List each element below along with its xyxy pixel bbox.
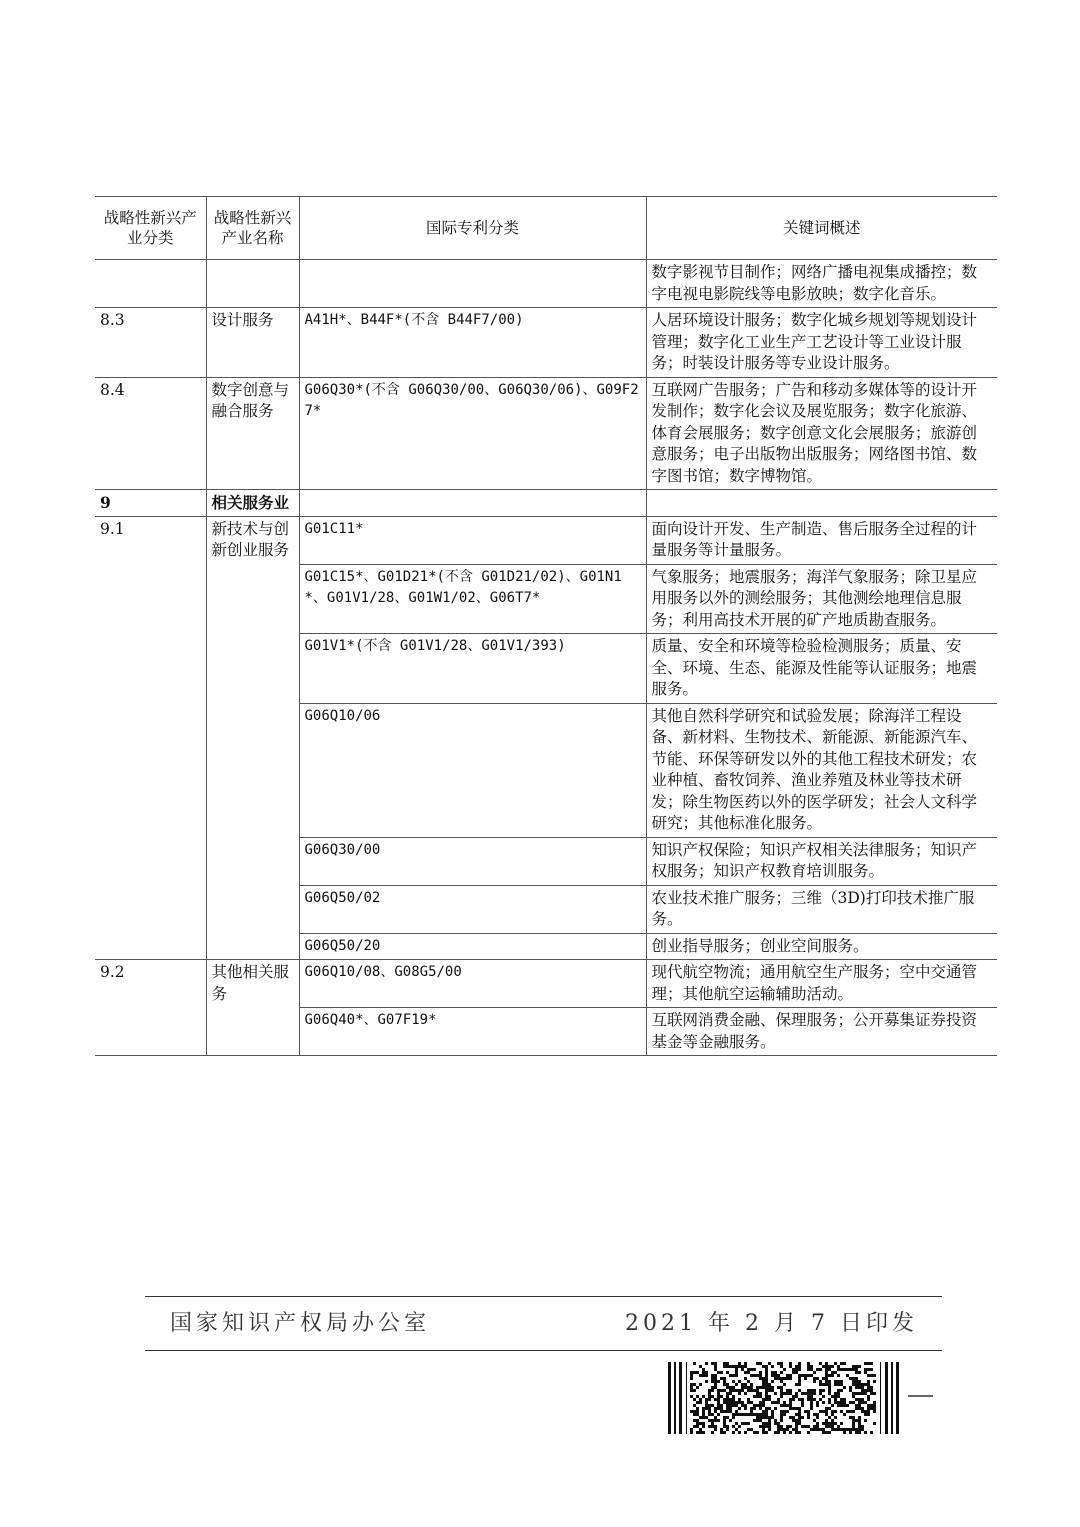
- table-row: [95, 308, 997, 378]
- ipc-classification-table: [95, 196, 997, 1056]
- cell-ipc: G06Q30/00: [299, 837, 646, 885]
- header-keywords: 关键词概述: [646, 197, 997, 260]
- cell-name: 设计服务: [206, 308, 299, 378]
- cell-name: 其他相关服务: [206, 960, 299, 1056]
- header-category: 战略性新兴产业分类: [95, 197, 206, 260]
- cell-name: 数字创意与融合服务: [206, 377, 299, 490]
- cell-keywords: 互联网消费金融、保理服务；公开募集证券投资基金等金融服务。: [646, 1008, 997, 1056]
- table-row: [95, 516, 997, 564]
- cell-keywords: 气象服务；地震服务；海洋气象服务；除卫星应用服务以外的测绘服务；其他测绘地理信息服务；利用高技术开展的矿产地质勘查服务。: [646, 564, 997, 634]
- cell-ipc: G01C11*: [299, 516, 646, 564]
- table-row: [95, 377, 997, 490]
- footer-office: 国家知识产权局办公室: [170, 1311, 431, 1336]
- cell-name: [206, 260, 299, 308]
- cell-keywords: 农业技术推广服务；三维（3D)打印技术推广服务。: [646, 885, 997, 933]
- cell-code: 8.3: [95, 308, 206, 378]
- cell-ipc: G01C15*、G01D21*(不含 G01D21/02)、G01N1*、G01V1/28、G01W1/02、G06T7*: [299, 564, 646, 634]
- cell-keywords: 创业指导服务；创业空间服务。: [646, 933, 997, 960]
- cell-ipc: G06Q10/08、G08G5/00: [299, 960, 646, 1008]
- footer-top-rule: [145, 1296, 942, 1297]
- cell-keywords: 质量、安全和环境等检验检测服务；质量、安全、环境、生态、能源及性能等认证服务；地震服务。: [646, 634, 997, 704]
- cell-ipc: G01V1*(不含 G01V1/28、G01V1/393): [299, 634, 646, 704]
- cell-ipc: [299, 490, 646, 517]
- table-row: [95, 960, 997, 1008]
- table-row: [95, 490, 997, 517]
- cell-ipc: G06Q10/06: [299, 703, 646, 837]
- cell-keywords: 人居环境设计服务；数字化城乡规划等规划设计管理；数字化工业生产工艺设计等工业设计服务；时装设计服务等专业设计服务。: [646, 308, 997, 378]
- footer-bottom-rule: [145, 1350, 942, 1351]
- cell-code: 9.1: [95, 516, 206, 960]
- cell-ipc: A41H*、B44F*(不含 B44F7/00): [299, 308, 646, 378]
- table-row: [95, 260, 997, 308]
- cell-keywords: 数字影视节目制作；网络广播电视集成播控；数字电视电影院线等电影放映；数字化音乐。: [646, 260, 997, 308]
- header-ipc: 国际专利分类: [299, 197, 646, 260]
- cell-keywords: [646, 490, 997, 517]
- header-industry-name: 战略性新兴产业名称: [206, 197, 299, 260]
- cell-ipc: [299, 260, 646, 308]
- table-header-row: [95, 197, 997, 260]
- cell-keywords: 现代航空物流；通用航空生产服务；空中交通管理；其他航空运输辅助活动。: [646, 960, 997, 1008]
- cell-ipc: G06Q50/02: [299, 885, 646, 933]
- cell-code: 9: [95, 490, 206, 517]
- cell-code: 9.2: [95, 960, 206, 1056]
- cell-name: 相关服务业: [206, 490, 299, 517]
- cell-ipc: G06Q40*、G07F19*: [299, 1008, 646, 1056]
- cell-keywords: 其他自然科学研究和试验发展；除海洋工程设备、新材料、生物技术、新能源、新能源汽车、节能、环保等研发以外的其他工程技术研发；农业种植、畜牧饲养、渔业养殖及林业等技术研发；除生物医药以外的医学研发；社会人文科学研究；其他标准化服务。: [646, 703, 997, 837]
- cell-code: [95, 260, 206, 308]
- cell-code: 8.4: [95, 377, 206, 490]
- cell-ipc: G06Q50/20: [299, 933, 646, 960]
- cell-name: 新技术与创新创业服务: [206, 516, 299, 960]
- cell-keywords: 互联网广告服务；广告和移动多媒体等的设计开发制作；数字化会议及展览服务；数字化旅游、体育会展服务；数字创意文化会展服务；旅游创意服务；电子出版物出版服务；网络图书馆、数字图书馆；数字博物馆。: [646, 377, 997, 490]
- barcode-icon: [668, 1362, 933, 1434]
- cell-ipc: G06Q30*(不含 G06Q30/00、G06Q30/06)、G09F27*: [299, 377, 646, 490]
- footer-date: 2021 年 2 月 7 日印发: [625, 1311, 918, 1336]
- cell-keywords: 知识产权保险；知识产权相关法律服务；知识产权服务；知识产权教育培训服务。: [646, 837, 997, 885]
- cell-keywords: 面向设计开发、生产制造、售后服务全过程的计量服务等计量服务。: [646, 516, 997, 564]
